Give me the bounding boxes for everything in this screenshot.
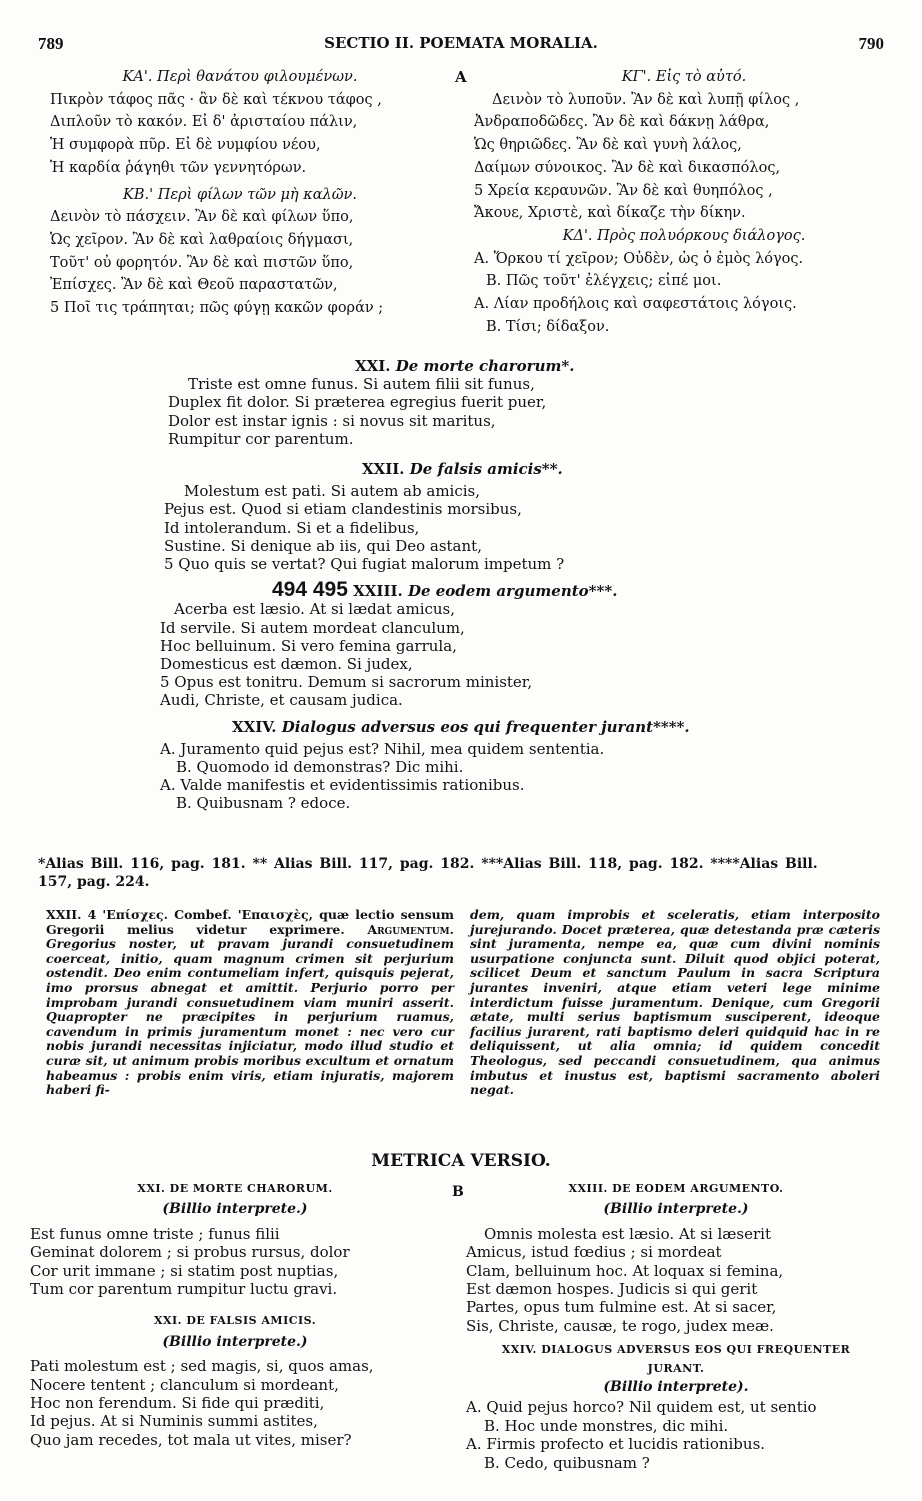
- verse-line: Δεινὸν τὸ λυποῦν. Ἂν δὲ καὶ λυπῇ φίλος ,: [492, 91, 800, 108]
- metrica-right-column: [466, 1180, 886, 1472]
- verse-line: Ἄκουε, Χριστὲ, καὶ δίκαζε τὴν δίκην.: [474, 205, 746, 222]
- footnote-line: *Alias Bill. 116, pag. 181. ** Alias Bill. 117, pag. 182. ***Alias Bill. 118, pag. 182. ****Alias Bill.: [38, 856, 818, 872]
- verse-line: Id servile. Si autem mordeat clanculum,: [160, 618, 465, 637]
- verse-line: Ἡ καρδία ῥάγηθι τῶν γεννητόρων.: [50, 159, 307, 176]
- verse-line: Clam, belluinum hoc. At loquax si femina,: [466, 1261, 784, 1280]
- verse-line: A. Valde manifestis et evidentissimis rationibus.: [160, 776, 525, 795]
- verse-line: B. Τίσι; δίδαξον.: [486, 318, 610, 335]
- verse-line: Sis, Christe, causæ, te rogo, judex meæ.: [466, 1316, 774, 1335]
- latin-prose-section: [160, 357, 760, 813]
- verse-line: Δαίμων σύνοικος. Ἂν δὲ καὶ δικασπόλος,: [474, 159, 781, 176]
- footnote-line: 157, pag. 224.: [38, 874, 150, 890]
- metrica-left-column: [30, 1180, 440, 1449]
- verse-line: Pejus est. Quod si etiam clandestinis morsibus,: [164, 500, 522, 519]
- poem-title: ΚΒ.' Περὶ φίλων τῶν μὴ καλῶν.: [123, 186, 357, 203]
- verse-line: Audi, Christe, et causam judica.: [160, 691, 403, 710]
- poem-title: ΚΔ'. Πρὸς πολυόρκους διάλογος.: [562, 227, 806, 244]
- note-label: Argumentum.: [367, 921, 454, 937]
- verse-line: Id intolerandum. Si et a fidelibus,: [164, 518, 420, 537]
- poem-subtitle: (Billio interprete.): [603, 1201, 749, 1218]
- verse-line: A. Λίαν προδήλοις καὶ σαφεστάτοις λόγοις.: [474, 296, 797, 313]
- metrica-title: METRICA VERSIO.: [371, 1151, 551, 1171]
- verse-line: Πικρὸν τάφος πᾶς · ἂν δὲ καὶ τέκνου τάφος ,: [50, 91, 382, 108]
- verse-line: A. Firmis profecto et lucidis rationibus.: [466, 1435, 766, 1454]
- right-page-number: 790: [858, 34, 884, 53]
- verse-line: Amicus, istud fœdius ; si mordeat: [466, 1243, 722, 1262]
- verse-line: Ἀνδραποδῶδες. Ἂν δὲ καὶ δάκνῃ λάθρα,: [474, 114, 770, 131]
- verse-line: B. Cedo, quibusnam ?: [484, 1453, 650, 1472]
- poem-heading: XXIV. DIALOGUS ADVERSUS EOS QUI FREQUENTER JURANT.: [501, 1343, 851, 1375]
- verse-line: Domesticus est dæmon. Si judex,: [160, 655, 413, 674]
- verse-line: Geminat dolorem ; si probus rursus, dolor: [30, 1243, 350, 1262]
- verse-line: 5 Quo quis se vertat? Qui fugiat malorum impetum ?: [164, 555, 565, 574]
- notes-right-column: dem, quam improbis et sceleratis, etiam interposito jurejurando. Docet præterea, quæ detestanda præ cæteris sint juramenta, nempe ea, quæ cum divini nominis usurpatione conjuncta sunt. Diluit quod objici poterat, scilicet Deum et sanctum Paulum in sacra Scriptura jurantes inveniri, atque etiam veteri lege minime interdictum fuisse juramentum. Denique, cum Gregorii ætate, multi serius baptismum susciperent, ideoque facilius jurarent, rati baptismo deleri quidquid hac in re deliquissent, ut alia omnia; id quidem concedit Theologus, sed peccandi consuetudinem, qua animus imbutus et inustus est, baptismi sacramento aboleri negat.: [470, 907, 880, 1098]
- verse-line: Ἡ συμφορὰ πῦρ. Εἰ δὲ νυμφίου νέου,: [50, 137, 321, 154]
- verse-line: Hoc non ferendum. Si fide qui præditi,: [30, 1394, 325, 1413]
- footnote-references: [38, 855, 888, 891]
- verse-line: Hoc belluinum. Si vero femina garrula,: [160, 636, 457, 655]
- greek-right-column: [474, 66, 894, 338]
- verse-line: 5 Ποῖ τις τράπηται; πῶς φύγῃ κακῶν φοράν ;: [50, 300, 384, 317]
- verse-line: Nocere tentent ; clanculum si mordeant,: [30, 1375, 339, 1394]
- verse-line: Sustine. Si denique ab iis, qui Deo astant,: [164, 536, 482, 555]
- verse-line: A. Juramento quid pejus est? Nihil, mea quidem sententia.: [160, 739, 605, 758]
- verse-line: Ὡς χεῖρον. Ἂν δὲ καὶ λαθραίοις δήγμασι,: [50, 231, 354, 248]
- note-lead: XXII. 4 'Επίσχες. Combef. 'Επαισχὲς, quæ lectio sensum Gregorii melius videtur exprimere.: [46, 907, 454, 937]
- note-body: Gregorius noster, ut pravam jurandi consuetudinem coerceat, initio, quam magnum crimen sit perjurium ostendit. Deo enim contumeliam infert, quisquis pejerat, imo prorsus abnegat et amittit. Perjurio porro per improbam jurandi consuetudinem viam muniri asserit. Quapropter ne præcipites in perjurium ruamus, cavendum in primis juramentum monet : nec vero cur nobis jurandi necessitas injiciatur, modo illud studio et curæ sit, ut animum probis moribus excultum et ornatum habeamus : probis enim viris, etiam injuratis, majorem haberi fi-: [46, 936, 454, 1098]
- verse-line: A. Quid pejus horco? Nil quidem est, ut sentio: [466, 1398, 817, 1417]
- verse-line: 5 Χρεία κεραυνῶν. Ἂν δὲ καὶ θυηπόλος ,: [474, 182, 773, 199]
- poem-heading: XXIV. Dialogus adversus eos qui frequenter jurant****.: [232, 717, 690, 736]
- verse-line: Omnis molesta est læsio. At si læserit: [484, 1224, 771, 1243]
- verse-line: Dolor est instar ignis : si novus sit maritus,: [168, 411, 496, 430]
- verse-line: Partes, opus tum fulmine est. At si sacer,: [466, 1298, 777, 1317]
- verse-line: Molestum est pati. Si autem ab amicis,: [184, 482, 481, 501]
- verse-line: B. Quibusnam ? edoce.: [176, 794, 351, 813]
- verse-line: Pati molestum est ; sed magis, si, quos amas,: [30, 1357, 374, 1376]
- running-title: SECTIO II. POEMATA MORALIA.: [324, 34, 598, 52]
- verse-line: Acerba est læsio. At si lædat amicus,: [174, 600, 456, 619]
- verse-line: Δεινὸν τὸ πάσχειν. Ἂν δὲ καὶ φίλων ὕπο,: [50, 209, 354, 226]
- poem-heading: 494 495 XXIII. De eodem argumento***.: [272, 578, 618, 602]
- greek-left-column: [50, 66, 430, 320]
- verse-line: Triste est omne funus. Si autem filii sit funus,: [188, 375, 535, 394]
- poem-title: ΚΑ'. Περὶ θανάτου φιλουμένων.: [122, 69, 358, 85]
- notes-left-column: [46, 908, 454, 1098]
- poem-title: ΚΓ'. Εἰς τὸ αὐτό.: [621, 69, 747, 85]
- verse-line: Duplex fit dolor. Si præterea egregius fuerit puer,: [168, 393, 547, 412]
- column-numbers: 494 495: [272, 578, 348, 602]
- poem-subtitle: (Billio interprete.): [162, 1201, 308, 1218]
- poem-heading: XXI. DE FALSIS AMICIS.: [153, 1314, 317, 1328]
- column-marker-a: A: [455, 68, 467, 86]
- verse-line: Est dæmon hospes. Judicis si qui gerit: [466, 1280, 758, 1299]
- verse-line: B. Quomodo id demonstras? Dic mihi.: [176, 758, 464, 777]
- verse-line: Est funus omne triste ; funus filii: [30, 1224, 280, 1243]
- left-page-number: 789: [38, 34, 64, 53]
- poem-heading: XXI. De morte charorum*.: [355, 357, 575, 375]
- verse-line: Rumpitur cor parentum.: [168, 429, 354, 448]
- verse-line: Διπλοῦν τὸ κακόν. Εἰ δ' ἀρισταίου πάλιν,: [50, 114, 358, 131]
- verse-line: A. Ὅρκου τί χεῖρον; Οὐδὲν, ὡς ὁ ἐμὸς λόγος.: [474, 250, 804, 267]
- verse-line: 5 Opus est tonitru. Demum si sacrorum minister,: [160, 673, 533, 692]
- verse-line: Cor urit immane ; si statim post nuptias,: [30, 1261, 339, 1280]
- column-marker-b: B: [452, 1184, 464, 1200]
- poem-subtitle: (Billio interprete.): [162, 1333, 308, 1350]
- verse-line: Id pejus. At si Numinis summi astites,: [30, 1412, 318, 1431]
- verse-line: Tum cor parentum rumpitur luctu gravi.: [30, 1280, 338, 1299]
- poem-subtitle: (Billio interprete).: [603, 1379, 749, 1396]
- poem-heading: XXIII. DE EODEM ARGUMENTO.: [568, 1182, 784, 1195]
- poem-heading: XXI. DE MORTE CHARORUM.: [137, 1182, 333, 1195]
- verse-line: Τοῦτ' οὐ φορητόν. Ἂν δὲ καὶ πιστῶν ὕπο,: [50, 254, 354, 271]
- verse-line: Ὡς θηριῶδες. Ἂν δὲ καὶ γυνὴ λάλος,: [474, 137, 742, 154]
- verse-line: B. Hoc unde monstres, dic mihi.: [484, 1416, 729, 1435]
- poem-heading: XXII. De falsis amicis**.: [362, 460, 563, 479]
- verse-line: Ἐπίσχες. Ἂν δὲ καὶ Θεοῦ παραστατῶν,: [50, 277, 338, 294]
- verse-line: Quo jam recedes, tot mala ut vites, miser?: [30, 1430, 352, 1449]
- verse-line: B. Πῶς τοῦτ' ἐλέγχεις; εἰπέ μοι.: [486, 273, 722, 290]
